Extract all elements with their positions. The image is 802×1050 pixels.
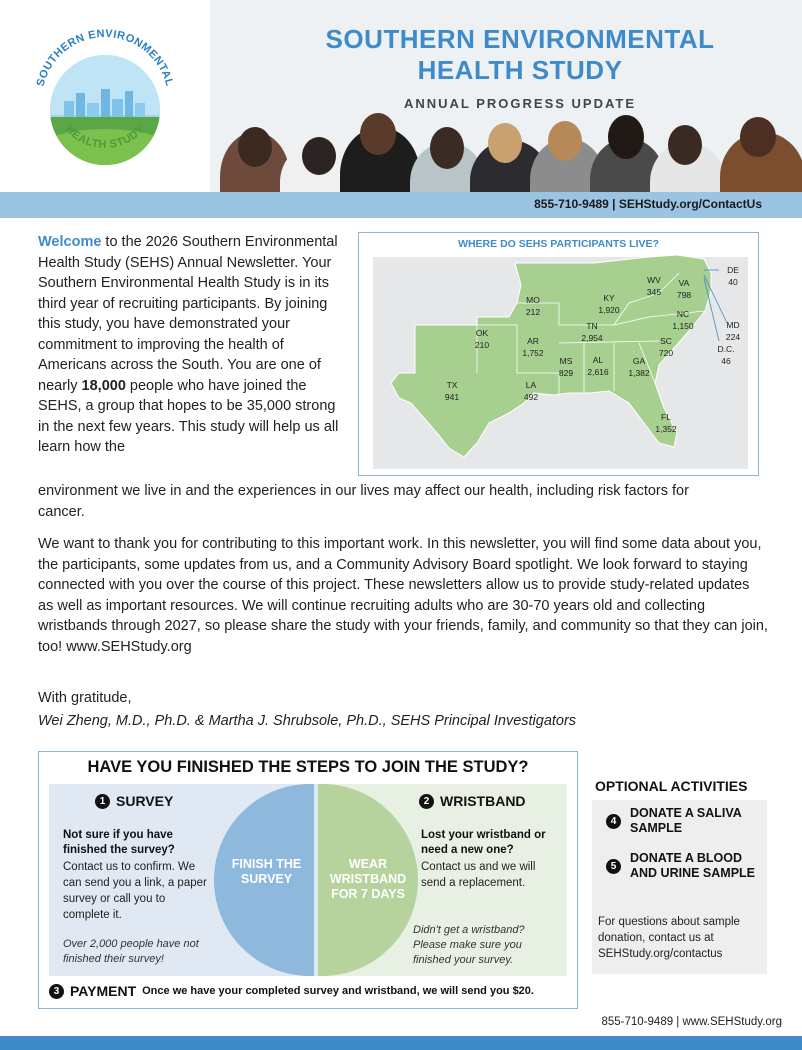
steps-title: HAVE YOU FINISHED THE STEPS TO JOIN THE STUDY? [87,758,529,776]
logo [0,0,210,192]
step-number-5: 5 [606,859,621,874]
signature-line: Wei Zheng, M.D., Ph.D. & Martha J. Shrubsole, Ph.D., SEHS Principal Investigators [38,713,577,729]
map-label-ms: MS [559,356,573,366]
footer-contact[interactable]: 855-710-9489 | www.SEHStudy.org [601,1016,782,1028]
map-label-ga: GA [632,356,646,366]
wristband-heading-label: WRISTBAND [440,793,526,809]
step-number-4: 4 [606,814,621,829]
intro-text-2: people who have joined the SEHS, a group that hopes to be 35,000 strong in the next few years. This study will help us all learn how the [38,377,339,455]
svg-text:HEALTH STUDY: HEALTH STUDY [62,123,148,152]
steps-panel [49,784,567,976]
survey-note: Over 2,000 people have not finished their survey! [63,938,199,965]
footer-bar [0,1036,802,1050]
title-block [250,24,790,111]
map-value-tn: 2,954 [581,333,603,343]
participants-map [358,232,759,476]
map-label-sc: SC [660,336,672,346]
map-value-ga: 1,382 [628,368,650,378]
map-label-la: LA [525,380,537,390]
map-label-mo: MO [526,295,540,305]
logo-wordmark [30,22,180,172]
map-label-de: DE [727,265,739,275]
survey-heading-label: SURVEY [116,793,174,809]
page-subtitle: ANNUAL PROGRESS UPDATE [403,96,637,111]
map-label-ok: OK [475,328,489,338]
intro-text-3: environment we live in and the experiences in our lives may affect our health, including risk factors for cancer. [38,483,689,520]
survey-question: Not sure if you have finished the survey? [63,829,175,856]
contact-bar [0,192,802,218]
optional-item-saliva [606,806,761,836]
payment-text: Once we have your completed survey and wristband, we will send you $20. [142,985,534,997]
map-value-mo: 212 [525,307,541,317]
page-title-line1: SOUTHERN ENVIRONMENTAL [325,24,715,54]
optional-activities-title: OPTIONAL ACTIVITIES [595,778,748,794]
map-label-tx: TX [446,380,458,390]
participant-count: 18,000 [81,377,126,394]
page-title-line2: HEALTH STUDY [417,55,623,85]
survey-circle-label: FINISH THE SURVEY [231,857,302,886]
map-value-de: 40 [728,277,738,287]
map-label-al: AL [592,355,604,365]
map-label-md: MD [726,320,740,330]
optional-item-blood-urine [606,851,761,881]
intro-paragraph [38,232,348,458]
map-value-tx: 941 [444,392,460,402]
survey-instructions: Contact us to confirm. We can send you a link, a paper survey or call you to complete it. [63,861,207,921]
step-number-3: 3 [49,984,64,999]
map-label-ky: KY [603,293,615,303]
step-number-1: 1 [95,794,110,809]
welcome-word: Welcome [38,234,102,250]
wristband-note: Didn't get a wristband? Please make sure you finished your survey. [413,924,525,966]
wristband-instructions: Contact us and we will send a replacement. [421,861,536,889]
page-header [0,0,802,192]
map-value-va: 798 [676,290,692,300]
map-value-sc: 720 [658,348,674,358]
svg-text:SOUTHERN ENVIRONMENTAL: SOUTHERN ENVIRONMENTAL [34,27,176,88]
optional-activities-box [592,800,767,974]
wristband-question: Lost your wristband or need a new one? [421,829,546,856]
map-value-md: 224 [725,332,741,342]
map-value-fl: 1,352 [655,424,677,434]
gratitude-line: With gratitude, [38,690,132,706]
steps-box [38,751,578,1009]
map-value-dc: 46 [721,356,731,366]
map-label-dc: D.C. [717,344,735,354]
optional-item-label: DONATE A BLOOD AND URINE SAMPLE [630,851,756,880]
optional-item-label: DONATE A SALIVA SAMPLE [630,806,742,835]
map-value-wv: 345 [646,287,662,297]
optional-note: For questions about sample donation, contact us at SEHStudy.org/contactus [598,916,740,960]
map-label-fl: FL [661,412,671,422]
thank-you-paragraph: We want to thank you for contributing to this important work. In this newsletter, you will find some data about you, the participants, some updates from us, and a Community Advisory Board spotlight. We look forward to staying connected with you over the course of this project. These newsletters allow us to provide study-related updates as well as important resources. We will continue recruiting adults who are 30-70 years old and collecting wristbands through 2027, so please share the study with your friends, family, and community so that they can join, too! www.SEHStudy.org [38,536,768,655]
intro-text-1: to the 2026 Southern Environmental Health Study (SEHS) Annual Newsletter. Your Southern Environmental Health Study is in its third year of recruiting participants. By joining this study, you have demonstrated your commitment to improving the health of Americans across the South. You are one of nearly [38,234,338,394]
payment-row [49,983,534,999]
map-value-ar: 1,752 [522,348,544,358]
header-contact[interactable]: 855-710-9489 | SEHStudy.org/ContactUs [534,197,762,211]
survey-heading [95,793,173,809]
wristband-heading [419,793,526,809]
wristband-circle-label: WEAR WRISTBAND FOR 7 DAYS [329,857,407,901]
map-label-va: VA [678,278,690,288]
payment-heading: PAYMENT [70,983,137,999]
map-label-wv: WV [647,275,661,285]
map-label-tn: TN [586,321,598,331]
map-label-ar: AR [527,336,539,346]
map-value-ok: 210 [474,340,490,350]
map-value-la: 492 [523,392,539,402]
map-value-ms: 829 [558,368,574,378]
map-label-nc: NC [676,309,690,319]
step-number-2: 2 [419,794,434,809]
map-value-nc: 1,150 [672,321,694,331]
map-value-ky: 1,920 [598,305,620,315]
map-value-al: 2,616 [587,367,609,377]
map-graphic [359,233,760,477]
map-title: WHERE DO SEHS PARTICIPANTS LIVE? [458,238,659,250]
